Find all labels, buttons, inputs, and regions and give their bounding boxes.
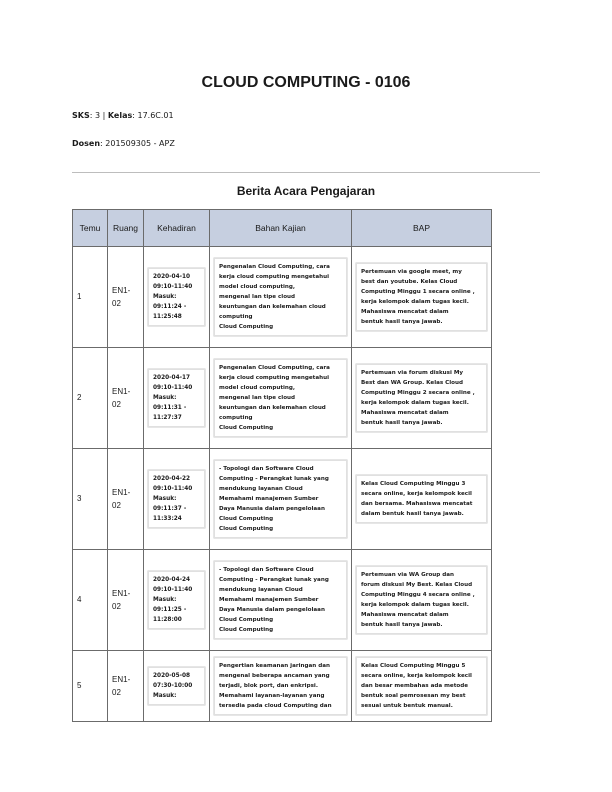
cell-ruang xyxy=(108,651,144,722)
cell-temu: 2 xyxy=(73,348,108,449)
cell-temu: 4 xyxy=(73,550,108,651)
bap-text: Pertemuan via google meet, my best dan youtube. Kelas Cloud Computing Minggu 1 secara online , kerja kelompok dalam tugas kecil. Mahasiswa mencatat dalam bentuk hasil tanya jawab. xyxy=(356,263,487,331)
cell-temu: 3 xyxy=(73,449,108,550)
table-row xyxy=(73,550,492,651)
col-header-kehadiran: Kehadiran xyxy=(144,210,210,247)
cell-bahan-kajian xyxy=(210,550,352,651)
sks-kelas-line xyxy=(72,111,174,120)
bap-table xyxy=(72,209,492,722)
cell-bahan-kajian xyxy=(210,449,352,550)
col-header-ruang: Ruang xyxy=(108,210,144,247)
bahan-kajian-text: Pengertian keamanan jaringan dan mengenal beberapa ancaman yang terjadi, blok port, dan enkripsi. Memahami layanan-layanan yang tersedia pada cloud Computing dan xyxy=(214,657,347,715)
cell-kehadiran xyxy=(144,651,210,722)
divider xyxy=(72,172,540,173)
bahan-kajian-text: Pengenalan Cloud Computing, cara kerja cloud computing mengetahui model cloud computing, mengenal lan tipe cloud keuntungan dan kelemahan cloud computing Cloud Computing xyxy=(214,258,347,336)
kelas-value: : 17.6C.01 xyxy=(132,111,174,120)
cell-bap xyxy=(352,247,492,348)
cell-kehadiran xyxy=(144,449,210,550)
col-header-bahan-kajian: Bahan Kajian xyxy=(210,210,352,247)
kehadiran-text: 2020-04-10 09:10-11:40 Masuk: 09:11:24 - 11:25:48 xyxy=(148,268,205,326)
cell-ruang xyxy=(108,449,144,550)
kehadiran-text: 2020-04-24 09:10-11:40 Masuk: 09:11:25 - 11:28:00 xyxy=(148,571,205,629)
bap-text: Pertemuan via WA Group dan forum diskusi My Best. Kelas Cloud Computing Minggu 4 secara online , kerja kelompok dalam tugas kecil. Mahasiswa mencatat dalam bentuk hasil tanya jawab. xyxy=(356,566,487,634)
sks-value: : 3 | xyxy=(89,111,108,120)
cell-kehadiran xyxy=(144,550,210,651)
col-header-bap: BAP xyxy=(352,210,492,247)
ruang-text: EN1- 02 xyxy=(112,589,131,611)
table-row xyxy=(73,651,492,722)
cell-ruang xyxy=(108,550,144,651)
cell-bahan-kajian xyxy=(210,247,352,348)
ruang-text: EN1- 02 xyxy=(112,387,131,409)
page-title: CLOUD COMPUTING - 0106 xyxy=(201,74,411,91)
cell-ruang xyxy=(108,348,144,449)
cell-bap xyxy=(352,550,492,651)
cell-bap xyxy=(352,348,492,449)
section-title: Berita Acara Pengajaran xyxy=(236,184,376,198)
cell-ruang xyxy=(108,247,144,348)
cell-kehadiran xyxy=(144,247,210,348)
ruang-text: EN1- 02 xyxy=(112,286,131,308)
cell-bahan-kajian xyxy=(210,348,352,449)
cell-kehadiran xyxy=(144,348,210,449)
dosen-line xyxy=(72,139,175,148)
bahan-kajian-text: - Topologi dan Software Cloud Computing - Perangkat lunak yang mendukung layanan Cloud Memahami manajemen Sumber Daya Manusia dalam pengelolaan Cloud Computing Cloud Computing xyxy=(214,460,347,538)
col-header-temu: Temu xyxy=(73,210,108,247)
ruang-text: EN1- 02 xyxy=(112,488,131,510)
cell-bap xyxy=(352,651,492,722)
table-row xyxy=(73,247,492,348)
ruang-text: EN1- 02 xyxy=(112,675,131,697)
bap-text: Kelas Cloud Computing Minggu 3 secara online, kerja kelompok kecil dan bersama. Mahasiswa mencatat dalam bentuk hasil tanya jawab. xyxy=(356,475,487,523)
bap-text: Kelas Cloud Computing Minggu 5 secara online, kerja kelompok kecil dan besar membahas ada metode bentuk soal pemrosesan my best sesuai untuk bentuk manual. xyxy=(356,657,487,715)
sks-label: SKS xyxy=(72,111,90,120)
cell-bap xyxy=(352,449,492,550)
cell-temu: 1 xyxy=(73,247,108,348)
dosen-label: Dosen xyxy=(72,139,101,148)
dosen-value: : 201509305 - APZ xyxy=(100,139,175,148)
table-row xyxy=(73,449,492,550)
table-row xyxy=(73,348,492,449)
bahan-kajian-text: - Topologi dan Software Cloud Computing - Perangkat lunak yang mendukung layanan Cloud Memahami manajemen Sumber Daya Manusia dalam pengelolaan Cloud Computing Cloud Computing xyxy=(214,561,347,639)
kelas-label: Kelas xyxy=(107,111,133,120)
kehadiran-text: 2020-04-22 09:10-11:40 Masuk: 09:11:37 - 11:33:24 xyxy=(148,470,205,528)
kehadiran-text: 2020-05-08 07:30-10:00 Masuk: xyxy=(148,667,205,705)
table-header-row xyxy=(73,210,492,247)
cell-bahan-kajian xyxy=(210,651,352,722)
bap-text: Pertemuan via forum diskusi My Best dan WA Group. Kelas Cloud Computing Minggu 2 secara online , kerja kelompok dalam tugas kecil. Mahasiswa mencatat dalam bentuk hasil tanya jawab. xyxy=(356,364,487,432)
kehadiran-text: 2020-04-17 09:10-11:40 Masuk: 09:11:31 - 11:27:37 xyxy=(148,369,205,427)
bahan-kajian-text: Pengenalan Cloud Computing, cara kerja cloud computing mengetahui model cloud computing, mengenal lan tipe cloud keuntungan dan kelemahan cloud computing Cloud Computing xyxy=(214,359,347,437)
cell-temu: 5 xyxy=(73,651,108,722)
